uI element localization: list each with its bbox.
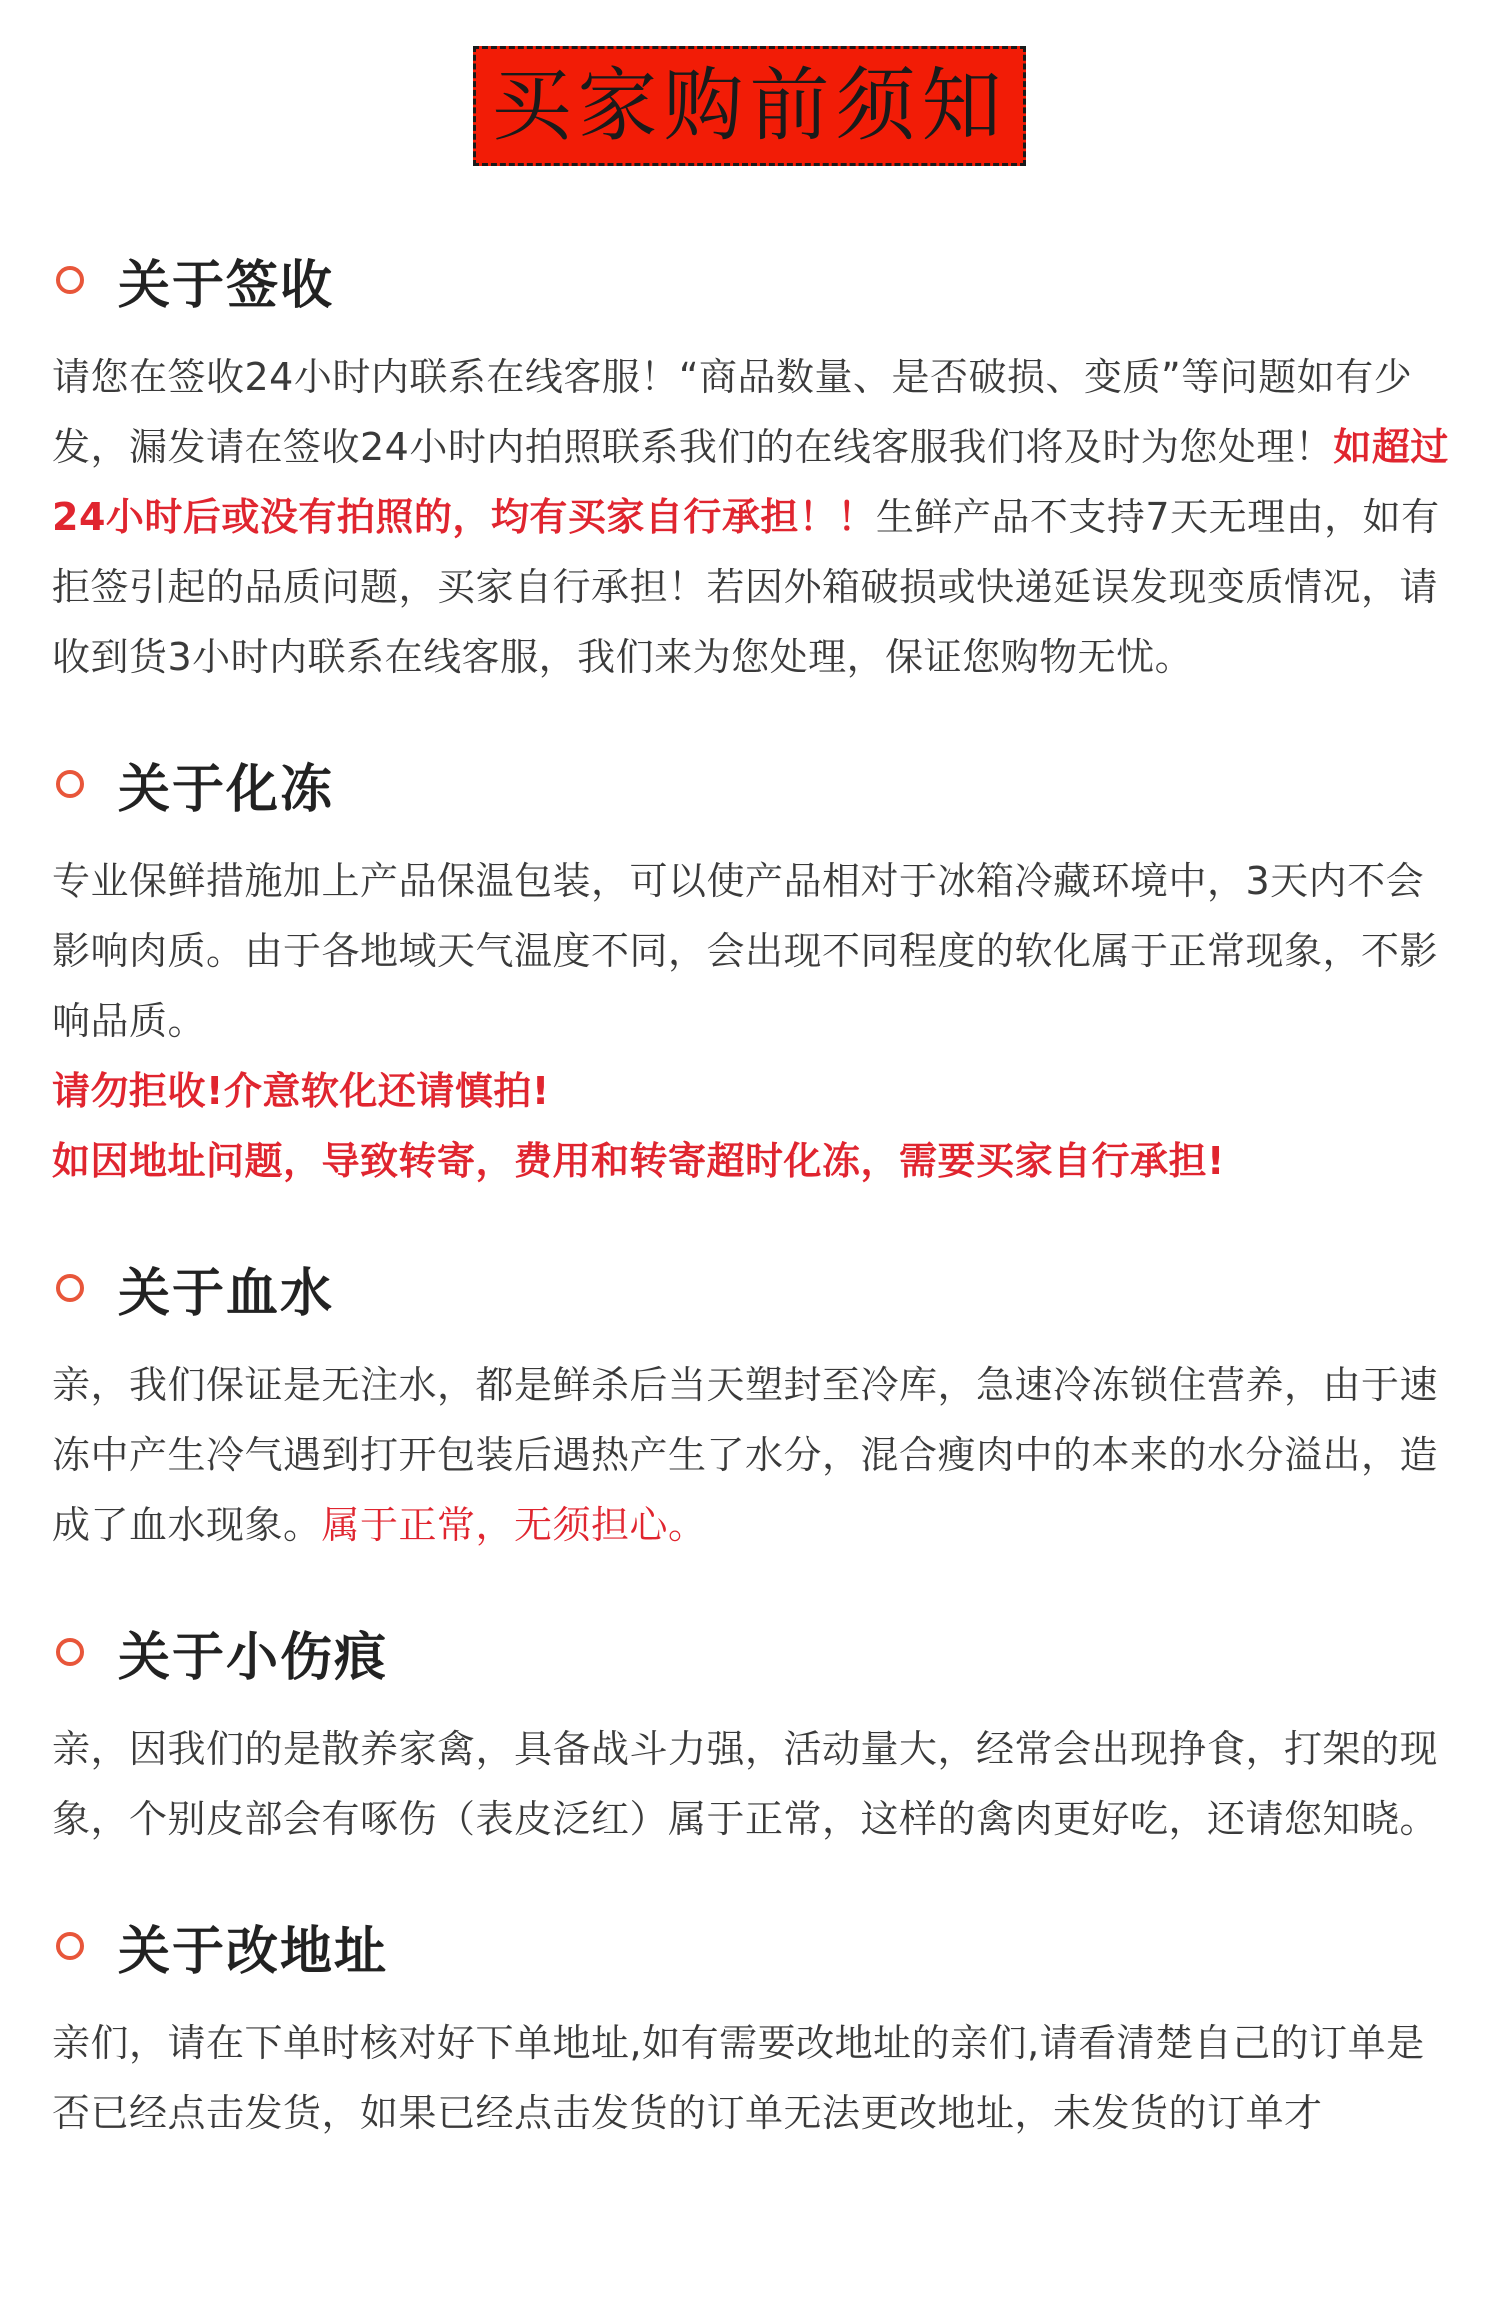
circle-bullet-icon <box>56 1932 84 1960</box>
text-normal: 亲，我们保证是无注水，都是鲜杀后当天塑封至冷库，急速冷冻锁住营养，由于速冻中产生冷气遇到打开包装后遇热产生了水分，混合瘦肉中的本来的水分溢出，造成了血水现象。 <box>52 1363 1439 1547</box>
section-header <box>52 1906 1452 1986</box>
text-warning: 如因地址问题，导致转寄，费用和转寄超时化冻，需要买家自行承担! <box>52 1139 1225 1183</box>
section-change-address <box>52 1906 1452 2148</box>
section-text: 亲们，请在下单时核对好下单地址,如有需要改地址的亲们,请看清楚自己的订单是否已经点击发货，如果已经点击发货的订单无法更改地址，未发货的订单才 <box>52 2021 1425 2135</box>
section-blood-water <box>52 1248 1452 1560</box>
section-signing <box>52 240 1452 692</box>
section-text <box>52 342 1452 692</box>
section-text: 专业保鲜措施加上产品保温包装，可以使产品相对于冰箱冷藏环境中，3天内不会影响肉质。由于各地域天气温度不同，会出现不同程度的软化属于正常现象，不影响品质。 <box>52 859 1439 1043</box>
section-header <box>52 1612 1452 1692</box>
section-header <box>52 1248 1452 1328</box>
notice-content <box>52 240 1452 2200</box>
text-warning: 属于正常，无须担心。 <box>321 1503 707 1547</box>
section-text <box>52 1350 1452 1560</box>
section-title: 关于签收 <box>118 255 335 316</box>
page-title: 买家购前须知 <box>491 59 1008 152</box>
section-small-scars <box>52 1612 1452 1854</box>
section-text: 亲，因我们的是散养家禽，具备战斗力强，活动量大，经常会出现挣食，打架的现象，个别皮部会有啄伤（表皮泛红）属于正常，这样的禽肉更好吃，还请您知晓。 <box>52 1727 1439 1841</box>
section-header <box>52 744 1452 824</box>
text-normal: 生鲜产品不支持7天无理由，如有拒签引起的品质问题，买家自行承担！若因外箱破损或快递延误发现变质情况，请收到货3小时内联系在线客服，我们来为您处理，保证您购物无忧。 <box>52 495 1440 679</box>
section-header <box>52 240 1452 320</box>
section-title: 关于改地址 <box>118 1921 389 1982</box>
text-normal: 请您在签收24小时内联系在线客服！“商品数量、是否破损、变质”等问题如有少发，漏发请在签收24小时内拍照联系我们的在线客服我们将及时为您处理！ <box>52 355 1413 469</box>
circle-bullet-icon <box>56 1638 84 1666</box>
section-title: 关于血水 <box>118 1263 335 1324</box>
circle-bullet-icon <box>56 770 84 798</box>
section-title: 关于小伤痕 <box>118 1627 389 1688</box>
text-warning: 请勿拒收!介意软化还请慎拍! <box>52 1069 550 1113</box>
circle-bullet-icon <box>56 1274 84 1302</box>
page-title-banner <box>473 46 1026 166</box>
circle-bullet-icon <box>56 266 84 294</box>
section-title: 关于化冻 <box>118 759 335 820</box>
text-warning: 如超过24小时后或没有拍照的，均有买家自行承担！！ <box>52 425 1449 539</box>
section-thawing <box>52 744 1452 1196</box>
